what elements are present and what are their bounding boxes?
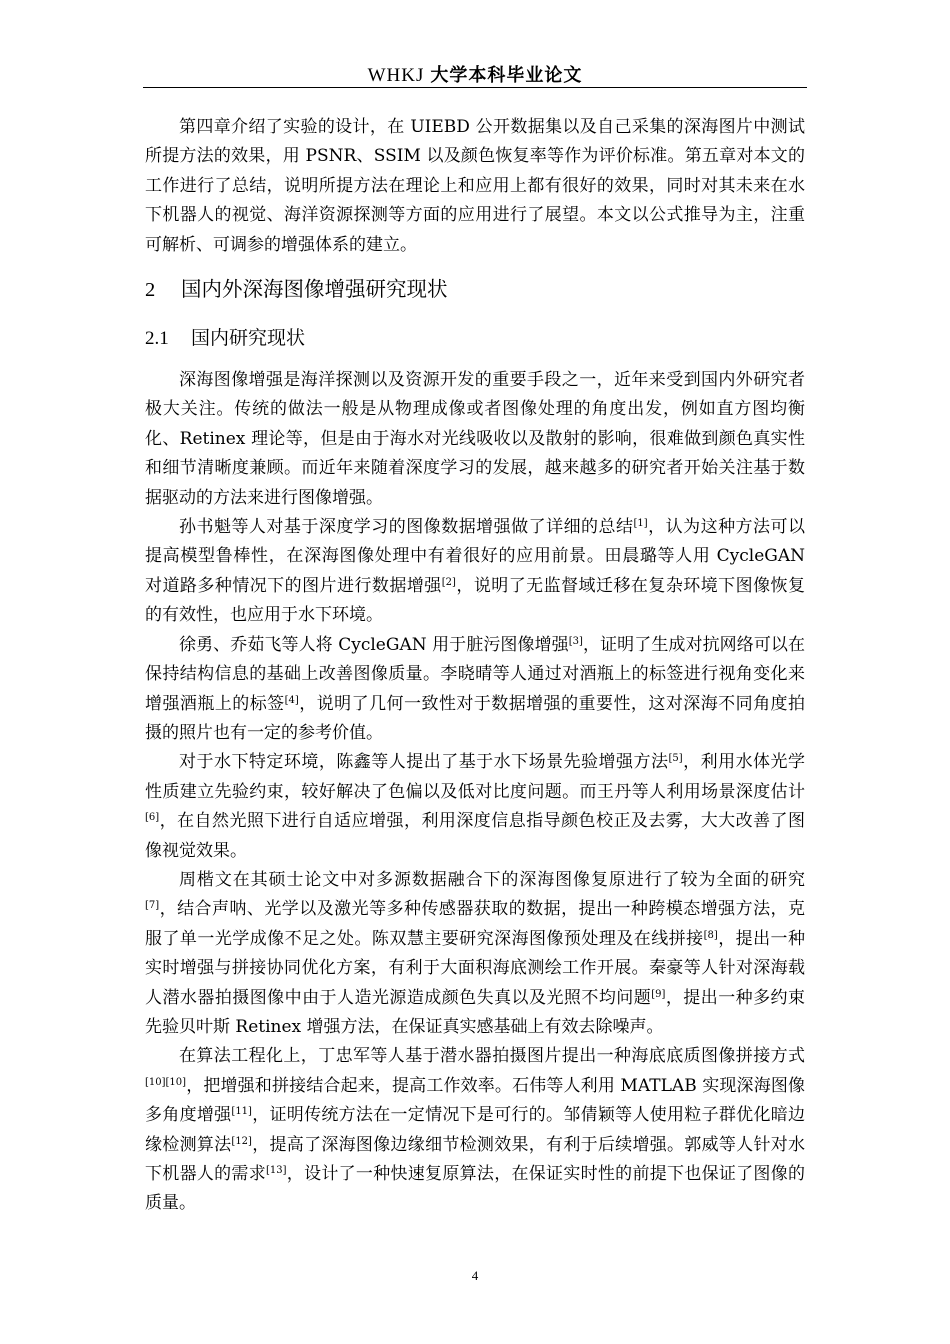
paragraph-4 — [145, 748, 805, 866]
paragraph-1: 深海图像增强是海洋探测以及资源开发的重要手段之一，近年来受到国内外研究者极大关注。传统的做法一般是从物理成像或者图像处理的角度出发，例如直方图均衡化、Retinex 理论等，但是由于海水对光线吸收以及散射的影响，很难做到颜色真实性和细节清晰度兼顾。而近年来随着深度学习的发展，越来越多的研究者开始关注基于数据驱动的方法来进行图像增强。 — [145, 370, 805, 508]
text-run: ，提出一种多约束先验贝叶斯 Retinex 增强方法，在保证真实感基础上有效去除噪声。 — [145, 987, 806, 1037]
text-run: ，说明了几何一致性对于数据增强的重要性，这对深海不同角度拍摄的照片也有一定的参考价值。 — [145, 693, 806, 743]
citation-ref[interactable]: [5] — [668, 753, 683, 765]
citation-ref[interactable]: [12] — [231, 1135, 252, 1147]
text-run: ，认为这种方法可以提高模型鲁棒性，在深海图像处理中有着很好的应用前景。田晨璐等人用 CycleGAN 对道路多种情况下的图片进行数据增强 — [145, 517, 805, 596]
text-run: ，把增强和拼接结合起来，提高工作效率。石伟等人利用 MATLAB 实现深海图像多角度增强 — [145, 1075, 805, 1126]
text-run: ，利用水体光学性质建立先验约束，较好解决了色偏以及低对比度问题。而王丹等人利用场景深度估计 — [145, 752, 806, 802]
citation-ref[interactable]: [2] — [441, 576, 456, 588]
section-number: 2 — [145, 279, 156, 302]
intro-paragraph: 第四章介绍了实验的设计，在 UIEBD 公开数据集以及自己采集的深海图片中测试所提方法的效果，用 PSNR、SSIM 以及颜色恢复率等作为评价标准。第五章对本文的工作进行了总结，说明所提方法在理论上和应用上都有很好的效果，同时对其未来在水下机器人的视觉、海洋资源探测等方面的应用进行了展望。本文以公式推导为主，注重可解析、可调参的增强体系的建立。 — [145, 117, 805, 255]
citation-ref[interactable]: [6] — [145, 812, 160, 824]
text-run: ，说明了无监督域迁移在复杂环境下图像恢复的有效性，也应用于水下环境。 — [145, 575, 806, 626]
subsection-title: 国内研究现状 — [191, 327, 306, 350]
citation-ref[interactable]: [7] — [145, 900, 160, 912]
text-run: ，证明了生成对抗网络可以在保持结构信息的基础上改善图像质量。李晓晴等人通过对酒瓶上的标签进行视角变化来增强酒瓶上的标签 — [145, 634, 806, 714]
subsection-number: 2.1 — [145, 328, 169, 350]
subsection-heading — [145, 323, 805, 354]
section-heading — [145, 272, 805, 307]
section-title: 国内外深海图像增强研究现状 — [181, 277, 448, 302]
text-run: ，提高了深海图像边缘细节检测效果，有利于后续增强。郭威等人针对水下机器人的需求 — [145, 1134, 806, 1184]
text-run: ，提出一种实时增强与拼接协同优化方案，有利于大面积海底测绘工作开展。秦豪等人针对深海载人潜水器拍摄图像中由于人造光源造成颜色失真以及光照不均问题 — [145, 928, 806, 1008]
text-run: 孙书魁等人对基于深度学习的图像数据增强做了详细的总结 — [179, 517, 634, 538]
paragraph-6 — [145, 1042, 805, 1218]
text-run: 在算法工程化上，丁忠军等人基于潜水器拍摄图片提出一种海底底质图像拼接方式 — [179, 1046, 805, 1067]
citation-ref[interactable]: [8] — [703, 929, 718, 941]
header-divider — [143, 87, 807, 88]
page-number: 4 — [471, 1268, 479, 1283]
citation-ref[interactable]: [9] — [651, 988, 666, 1000]
page-body — [145, 113, 805, 1219]
text-run: ，设计了一种快速复原算法，在保证实时性的前提下也保证了图像的质量。 — [145, 1164, 806, 1214]
text-run: ，证明传统方法在一定情况下是可行的。邹倩颖等人使用粒子群优化暗边缘检测算法 — [145, 1105, 806, 1155]
text-run: 周楷文在其硕士论文中对多源数据融合下的深海图像复原进行了较为全面的研究 — [179, 869, 805, 890]
text-run: 对于水下特定环境，陈鑫等人提出了基于水下场景先验增强方法 — [179, 752, 669, 773]
header-prefix: WHKJ — [367, 65, 425, 86]
citation-ref[interactable]: [4] — [284, 694, 299, 706]
text-run: ，结合声呐、光学以及激光等多种传感器获取的数据，提出一种跨模态增强方法，克服了单一光学成像不足之处。陈双慧主要研究深海图像预处理及在线拼接 — [145, 899, 805, 949]
citation-ref[interactable]: [3] — [568, 635, 583, 647]
header-title: 大学本科毕业论文 — [430, 65, 583, 86]
paragraph-3 — [145, 631, 805, 749]
paragraph-5 — [145, 866, 805, 1042]
running-header — [143, 62, 807, 88]
citation-ref[interactable]: [1] — [633, 518, 648, 530]
text-run: ，在自然光照下进行自适应增强，利用深度信息指导颜色校正及去雾，大大改善了图像视觉效果。 — [145, 811, 805, 861]
citation-ref[interactable]: [13] — [265, 1165, 287, 1176]
citation-ref[interactable]: [11] — [231, 1106, 252, 1118]
text-run: 徐勇、乔茹飞等人将 CycleGAN 用于脏污图像增强 — [179, 634, 569, 655]
paragraph-2 — [145, 513, 805, 631]
citation-ref[interactable]: [10][10] — [145, 1076, 187, 1088]
